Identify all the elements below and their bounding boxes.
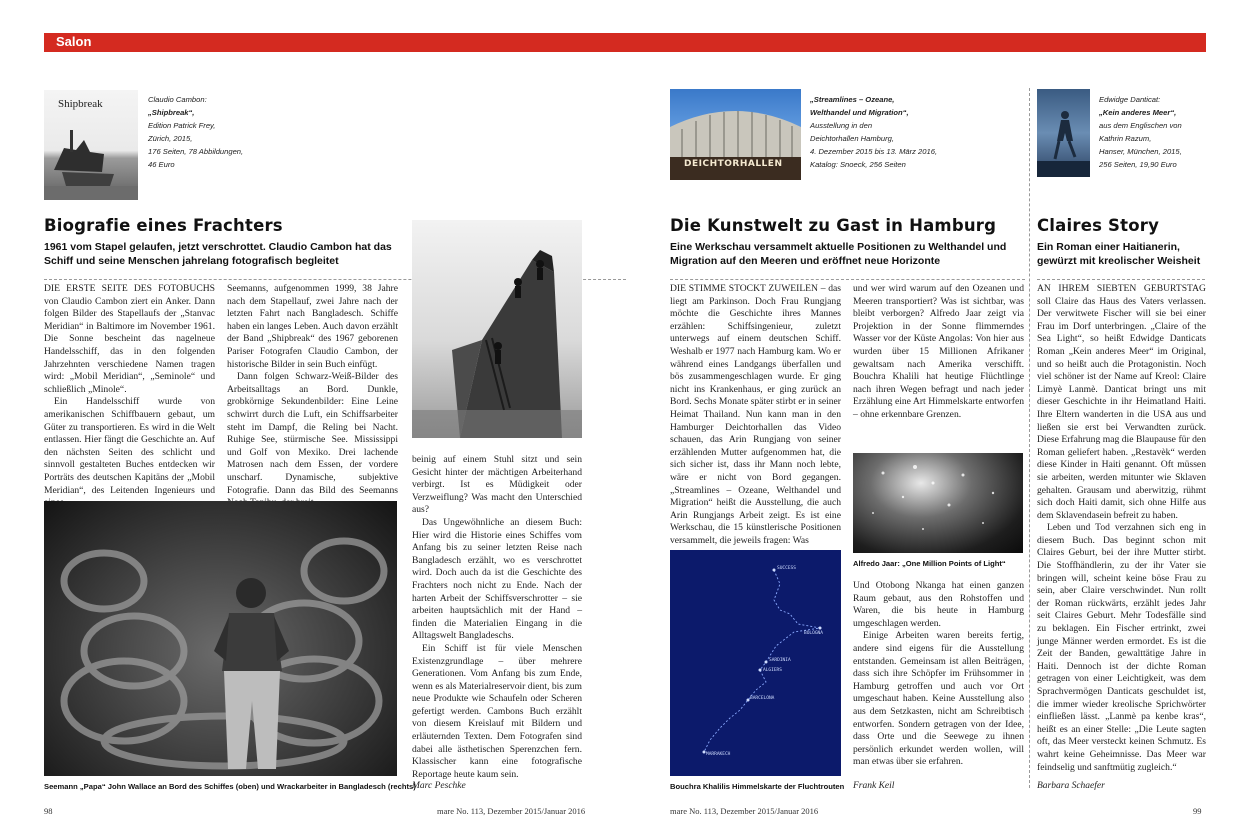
paragraph: DIE STIMME STOCKT ZUWEILEN – das liegt am Parkinson. Doch Frau Rungjang möchte die Geschichte ihres Mannes erzählen: Schiffsingenieur, zuletzt unterwegs auf einem deutschen Schiff. Weshalb er 1977 nach Hamburg kam. Wo er während eines Landgangs überfallen und bös zusammengeschlagen wurde. Er ging nicht ins Krankenhaus, er ging zurück an Bord. Sechs Monate später stirbt er in seiner Heimat Thailand. Nun kann man in den Hamburger Deichtorhallen das Video schauen, das Arin Rungjang von seiner erzählenden Mutter aufgenommen hat, die sich sicher ist, dass ihr Mann noch lebte, wäre er nicht von Bord gegangen. „Streamlines – Ozeane, Welthandel und Migration“ heißt die Ausstellung, die auch Arin Rungjangs Arbeit zeigt. Es ist eine Werkschau, die 15 künstlerische Positionen versammelt, die jeweils fragen: Was — [670, 283, 841, 546]
info-line: Claudio Cambon: — [148, 95, 207, 104]
issue-line-left: mare No. 113, Dezember 2015/Januar 2016 — [437, 806, 586, 816]
map-label: SUCCESS — [777, 566, 796, 571]
author-article3: Barbara Schaefer — [1037, 781, 1105, 791]
map-label: MARRAKECH — [706, 752, 731, 757]
info-line: Ausstellung in den — [810, 121, 873, 130]
info-line: aus dem Englischen von — [1099, 121, 1182, 130]
paragraph: Ein Handelsschiff wurde von amerikanischen Schiffbauern gebaut, um Güter zu transportieren. Es wird in die Welt entlassen. Hier fängt die Geschichte an. Auf den nächsten Seiten des schlicht und sinnvoll gestalteten Buches entdecken wir Porträts des deutschen Kapitäns der „Mobil Meridian“, des Leitenden Ingenieurs und — [44, 396, 215, 496]
novel-info — [1099, 93, 1204, 171]
issue-line-right: mare No. 113, Dezember 2015/Januar 2016 — [670, 806, 819, 816]
caption-water-photo: Alfredo Jaar: „One Million Points of Light“ — [853, 559, 1006, 568]
map-label: ALGIERS — [763, 668, 782, 673]
paragraph: Einige Arbeiten waren bereits fertig, andere sind eigens für die Ausstellung entstanden. Gemeinsam ist allen Beiträgen, dass sich ihre Schöpfer im Frühsommer in Hamburg getroffen und auch vor Ort umgeschaut haben. Keine Ausstellung also aus dem Setzkasten, nicht am Schreibtisch entworfen. Sondern getragen von der Idee, dass Orte und die Seewege zu ihnen persönlich erkundet werden wollen, will man etwas über sie erfahren. — [853, 630, 1024, 768]
article2-column-1 — [670, 283, 841, 547]
dek-article3: Ein Roman einer Haitianerin, gewürzt mit kreolischer Weisheit — [1037, 241, 1201, 267]
info-line: Katalog: Snoeck, 256 Seiten — [810, 160, 906, 169]
paragraph: DIE ERSTE SEITE DES FOTOBUCHS von Claudio Cambon ziert ein Anker. Dann folgen Bilder des Stapellaufs der „Stanvac Meridian“ in Baltimore im November 1961. Die Sonne bescheint das nagelneue Handelsschiff, das in den folgenden Jahrzehnten verschiedene Namen tragen wird: „Mobil Meridian“, „Seminole“ und schließlich „Minole“. — [44, 283, 215, 395]
info-line: Deichtorhallen Hamburg, — [810, 134, 894, 143]
paragraph: Dann folgen Schwarz-Weiß-Bilder des Arbeitsalltags an Bord. Dunkle, grobkörnige Sekundenbilder: Eine Leine schwirrt durch die Luft, ein Schiffsarbeiter steht im Dampf, die Reling bei Nacht. Ruhige See, stürmische See. Mississippi und Golf von Mexiko. Drei lachende Matrosen nach dem Essen, der vordere unscharf. Dynamische, subjektive Fotografie. Dann das Bild des Seemanns — [227, 371, 398, 496]
paragraph: Und Otobong Nkanga hat einen ganzen Raum gebaut, aus den Rohstoffen und Waren, die bis heute in Hamburg umgeschlagen werden. — [853, 580, 1024, 629]
sailor-portrait-photo — [44, 501, 397, 776]
info-line: „Streamlines – Ozeane, — [810, 95, 895, 104]
section-bar — [44, 33, 1206, 52]
deichtorhallen-photo — [670, 89, 801, 180]
info-line: Edition Patrick Frey, — [148, 121, 216, 130]
sky-map-artwork — [670, 550, 841, 776]
info-line: 46 Euro — [148, 160, 175, 169]
paragraph: Leben und Tod verzahnen sich eng in diesem Buch. Das beginnt schon mit Claires Geburt, bei der ihre Mutter stirbt. Die Stoffhändlerin, zu der ihr Vater sie bringen will, scheint keine böse Frau zu sein, aber Claire verschwindet. Nun rollt der Roman rückwärts, erzählt jedes Jahr seit Claires Geburt. Mehr Todesfälle sind zu beklagen. Ein Fischer ertrinkt, zwei junge Männer werden ermordet. Es ist die Zeit der Banden, gewalttätige Jahre in Haiti. Dennoch ist der dichte Roman getragen von einer Leichtigkeit, was dem Sprachvermögen Danticats geschuldet ist, die immer wieder kreolische Sprichwörter einfließen lässt. „Lanmè pa kenbe kras“, heißt es an einer Stelle: „Die Leute sagten oft, das Meer versteckt keinen Schmutz. Es wahrt keine Geheimnisse. Das Meer war feindselig und sanftmütig zugleich.“ — [1037, 522, 1206, 773]
info-line: Kathrin Razum, — [1099, 134, 1152, 143]
author-article1: Marc Peschke — [412, 781, 466, 791]
info-line: Zürich, 2015, — [148, 134, 193, 143]
article1-column-3 — [412, 454, 582, 781]
exhibition-info — [810, 93, 950, 171]
info-line: Hanser, München, 2015, — [1099, 147, 1182, 156]
article1-column-2 — [227, 283, 398, 510]
caption-map: Bouchra Khalilis Himmelskarte der Fluchtrouten — [670, 782, 845, 791]
page-number-left: 98 — [44, 806, 53, 816]
article3-column-1 — [1037, 283, 1206, 774]
article1-column-1 — [44, 283, 215, 510]
info-line: Welthandel und Migration“, — [810, 108, 909, 117]
building-sign: DEICHTORHALLEN — [684, 159, 783, 169]
paragraph: Das Ungewöhnliche an diesem Buch: Hier wird die Historie eines Schiffes vom Anfang bis zu seiner letzten Reise nach Bangladesch erzählt, wo es verschrottet wird. Doch auch da ist die Geschichte des Frachters noch nicht zu Ende. Nach der harten Arbeit der Schiffsverschrotter – sie arbeiten hauptsächlich mit der Hand – finden die Materialien Eingang in die Alltagswelt Bangladeschs. — [412, 516, 582, 642]
divider — [670, 279, 1025, 280]
map-label: SARDINIA — [769, 658, 791, 663]
map-label: BARCELONA — [750, 696, 775, 701]
divider — [1037, 279, 1205, 280]
paragraph: Ein Schiff ist für viele Menschen Existenzgrundlage – über mehrere Generationen. Vom Anfang bis zum Ende, wenn es als Materialreservoir dient, bis zum neue Produkte wie Schaufeln oder Scheren gefertigt werden. Cambons Buch erzählt von diesem Kreislauf mit Bildern und erläuternden Texten. Dem Fotografen sind dabei alle ästhetischen Sperenzchen fern. Klassischer kann eine fotografische Reportage heute kaum sein. — [412, 642, 582, 780]
wreck-workers-photo — [412, 220, 582, 438]
info-line: 256 Seiten, 19,90 Euro — [1099, 160, 1177, 169]
info-line: 176 Seiten, 78 Abbildungen, — [148, 147, 244, 156]
cover-title: Shipbreak — [58, 98, 103, 110]
info-line: „Shipbreak“, — [148, 108, 195, 117]
shipbreak-cover-image — [44, 90, 138, 200]
headline-article3: Claires Story — [1037, 216, 1160, 235]
headline-article1: Biografie eines Frachters — [44, 216, 283, 235]
info-line: 4. Dezember 2015 bis 13. März 2016, — [810, 147, 938, 156]
info-line: „Kein anderes Meer“, — [1099, 108, 1177, 117]
article2-column-2b — [853, 580, 1024, 769]
paragraph: AN IHREM SIEBTEN GEBURTSTAG soll Claire das Haus des Vaters verlassen. Der verwitwete Fischer will sie bei einer Frau im Dorf unterbringen. „Claire of the Sea Light“, so heißt Edwidge Danticats Roman „Kein anderes Meer“ im Original, und so heißt auch die Protagonistin. Noch viel schöner ist der Name auf Kreol: Claire Limyè Lanmè. Danticat bringt uns mit dieser Geschichte in ihr Heimatland Haiti. Ihre Eltern wanderten in die USA aus und ließen sie erst bei Verwandten zurück. Diese Erfahrung mag die Blaupause für den Roman geliefert haben. „Restavèk“ werden diese Kinder in Haiti genannt. Oft müssen sie arbeiten, werden mitunter wie Sklaven gehalten. Grausam und aberwitzig, rühmt sich doch Haiti damit, sich ohne Hilfe aus dem Sklavendasein befreit zu haben. — [1037, 283, 1206, 521]
column-divider — [1029, 88, 1030, 788]
page-number-right: 99 — [1193, 806, 1202, 816]
book-info-left — [148, 93, 268, 171]
water-light-photo — [853, 453, 1023, 553]
caption-article1: Seemann „Papa“ John Wallace an Bord des Schiffes (oben) und Wrackarbeiter in Bangladesch (rechts) — [44, 782, 416, 791]
map-label: BOLOGNA — [804, 631, 823, 636]
novel-cover-image — [1037, 89, 1090, 177]
paragraph: Seemanns, aufgenommen 1999, 38 Jahre nach dem Stapellauf, zwei Jahre nach der letzten Fahrt nach Bangladesch. Schiffe haben ein langes Leben. Auch davon erzählt der Band „Shipbreak“ des 1967 geborenen Pariser Fotografen Claudio Cambon, der historische Bilder in sein Buch einfügt. — [227, 283, 398, 370]
dek-article2: Eine Werkschau versammelt aktuelle Positionen zu Welthandel und Migration auf den Meeren und eröffnet neue Horizonte — [670, 241, 1007, 267]
info-line: Edwidge Danticat: — [1099, 95, 1161, 104]
article2-column-2a — [853, 283, 1024, 422]
headline-article2: Die Kunstwelt zu Gast in Hamburg — [670, 216, 997, 235]
paragraph: und wer wird warum auf den Ozeanen und Meeren transportiert? Was ist sichtbar, was bleibt verborgen? Alfredo Jaar zeigt via Projektion in der Sonne flimmerndes Wasser vor der Küste Angolas: Von hier aus wurden über 15 Millionen Afrikaner gewaltsam nach Amerika verschifft. Bouchra Khalili hat heutige Flüchtlinge nach ihren Wegen befragt und nach jeder Erzählung eine Art Himmelskarte entworfen – ohne erkennbare Grenzen. — [853, 283, 1024, 420]
paragraph: beinig auf einem Stuhl sitzt und sein Gesicht hinter der mächtigen Arbeiterhand verbirgt. Ist es Müdigkeit oder Verzweiflung? Was macht den Unterschied aus? — [412, 454, 582, 516]
dek-article1: 1961 vom Stapel gelaufen, jetzt verschrottet. Claudio Cambon hat das Schiff und seine Menschen jahrelang fotografisch begleitet — [44, 241, 392, 267]
author-article2: Frank Keil — [853, 781, 895, 791]
section-label: Salon — [56, 34, 92, 49]
